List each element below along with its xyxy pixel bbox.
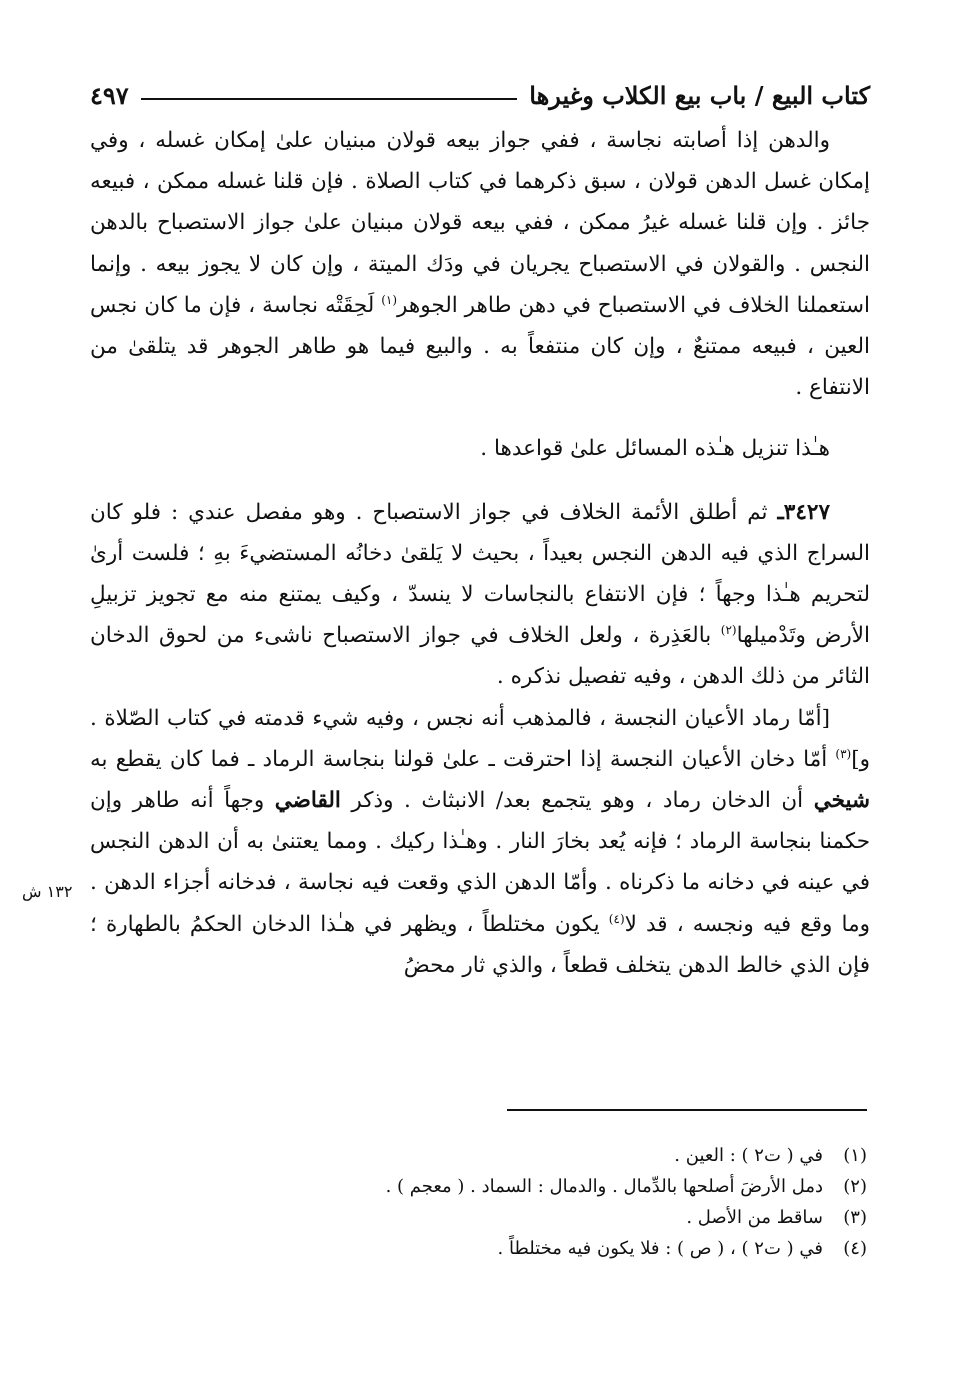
- footnote-number: (٢): [843, 1176, 867, 1197]
- footnote-number: (١): [843, 1145, 867, 1166]
- footnote-number: (٤): [843, 1238, 867, 1259]
- scholar-name-qadi: القاضي: [274, 788, 341, 814]
- paragraph-2: هـٰذا تنزيل هـٰذه المسائل علىٰ قواعدها .: [480, 436, 830, 462]
- paragraph-1: [90, 120, 870, 408]
- footnote-text: في ( ت٢ ) ، ( ص ) : فلا يكون فيه مختلطاً .: [497, 1238, 823, 1259]
- footnote-text: دمل الأرضَ أصلحها بالدِّمال . والدمال : السماد . ( معجم ) .: [385, 1176, 823, 1197]
- paragraph-3-text-a: ثم أطلق الأئمة الخلاف في جواز الاستصباح . وهو مفصل عندي : فلو كان السراج الذي فيه الدهن النجس بعيداً ، بحيث لا يَلقىٰ دخانُه المستضيءَ بهِ ؛ فلست أرىٰ لتحريم هـٰذا وجهاً ؛ فإن الانتفاع بالنجاسات لا ينسدّ ، وكيف يمتنع منه مع تجويز تزبيلِ الأرض وتَدْميلها: [90, 499, 870, 649]
- footnote-3: [107, 1202, 867, 1233]
- running-title: كتاب البيع / باب بيع الكلاب وغيرها: [529, 81, 870, 110]
- manuscript-folio-note: ١٣٢ ش: [22, 882, 73, 901]
- footnote-ref-4: (٤): [608, 911, 625, 926]
- footnotes: [107, 1140, 867, 1264]
- paragraph-3-text-b: بالعَذِرة ، ولعل الخلاف في جواز الاستصباح ناشىء من لحوق الدخان الثائر من ذلك الدهن ، وفيه تفصيل نذكره .: [90, 623, 870, 690]
- footnote-ref-3: (٣): [835, 746, 852, 761]
- paragraph-4-text-a: [أمّا رماد الأعيان النجسة ، فالمذهب أنه نجس ، وفيه شيء قدمته في كتاب الصّلاة . و]: [90, 705, 870, 772]
- page-number: ٤٩٧: [90, 81, 129, 110]
- paragraph-1-continued: لَحِقَتْه نجاسة ، فإن ما كان نجس العين ، فبيعه ممتنعٌ ، وإن كان منتفعاً به . والبيع فيما هو طاهر الجوهر قد يتلقىٰ من الانتفاع .: [90, 292, 870, 401]
- footnote-ref-2: (٢): [720, 623, 737, 638]
- page-header: [90, 70, 870, 110]
- body-text: [90, 120, 870, 986]
- paragraph-4-text-e: يكون مختلطاً ، ويظهر في هـٰذا الدخان الحكمُ بالطهارة ؛ فإن الذي خالط الدهن يتخلف قطعاً ، والذي ثار محضُ: [90, 911, 870, 978]
- footnote-text: في ( ت٢ ) : العين .: [674, 1145, 823, 1166]
- paragraph-4-text-c: أن الدخان رماد ، وهو يتجمع بعد/ الانبثاث . وذكر: [340, 788, 814, 814]
- paragraph-4-text-d: وجهاً أنه طاهر وإن حكمنا بنجاسة الرماد ؛ فإنه يُعد بخارَ النار . وهـٰذا ركيك . ومما يعتنىٰ به أن الدهن النجس في عينه في دخانه ما ذكرناه . وأمّا الدهن الذي وقعت فيه نجاسة ، فدخانه أجزاء الدهن . وما وقع فيه ونجسه ، قد لا: [90, 788, 870, 937]
- footnote-number: (٣): [843, 1207, 867, 1228]
- paragraph-1-text: والدهن إذا أصابته نجاسة ، ففي جواز بيعه قولان مبنيان علىٰ إمكان غسله ، وفي إمكان غسل الدهن قولان ، سبق ذكرهما في كتاب الصلاة . فإن قلنا غسله ممكن ، فبيعه جائز . وإن قلنا غسله غيرُ ممكن ، ففي بيعه قولان مبنيان علىٰ جواز الاستصباح بالدهن النجس . والقولان في الاستصباح يجريان في ودَك الميتة ، وإن كان لا يجوز بيعه . وإنما استعملنا الخلاف في الاستصباح في دهن طاهر الجوهر: [90, 128, 871, 318]
- header-rule: [141, 98, 518, 100]
- paragraph-4-text-b: أمّا دخان الأعيان النجسة إذا احترقت ـ علىٰ قولنا بنجاسة الرماد ـ فما كان يقطع به: [90, 746, 836, 772]
- paragraph-4: [90, 698, 870, 986]
- footnote-4: [107, 1233, 867, 1264]
- paragraph-3427: [90, 492, 870, 698]
- footnote-1: [107, 1140, 867, 1171]
- section-number: ٣٤٢٧ـ: [777, 499, 830, 525]
- book-page: [90, 70, 870, 986]
- footnote-ref-1: (١): [381, 292, 398, 307]
- footnote-separator: [507, 1109, 867, 1111]
- footnote-text: ساقط من الأصل .: [686, 1207, 823, 1228]
- scholar-name-shaykhi: شيخي: [813, 788, 870, 814]
- footnote-2: [107, 1171, 867, 1202]
